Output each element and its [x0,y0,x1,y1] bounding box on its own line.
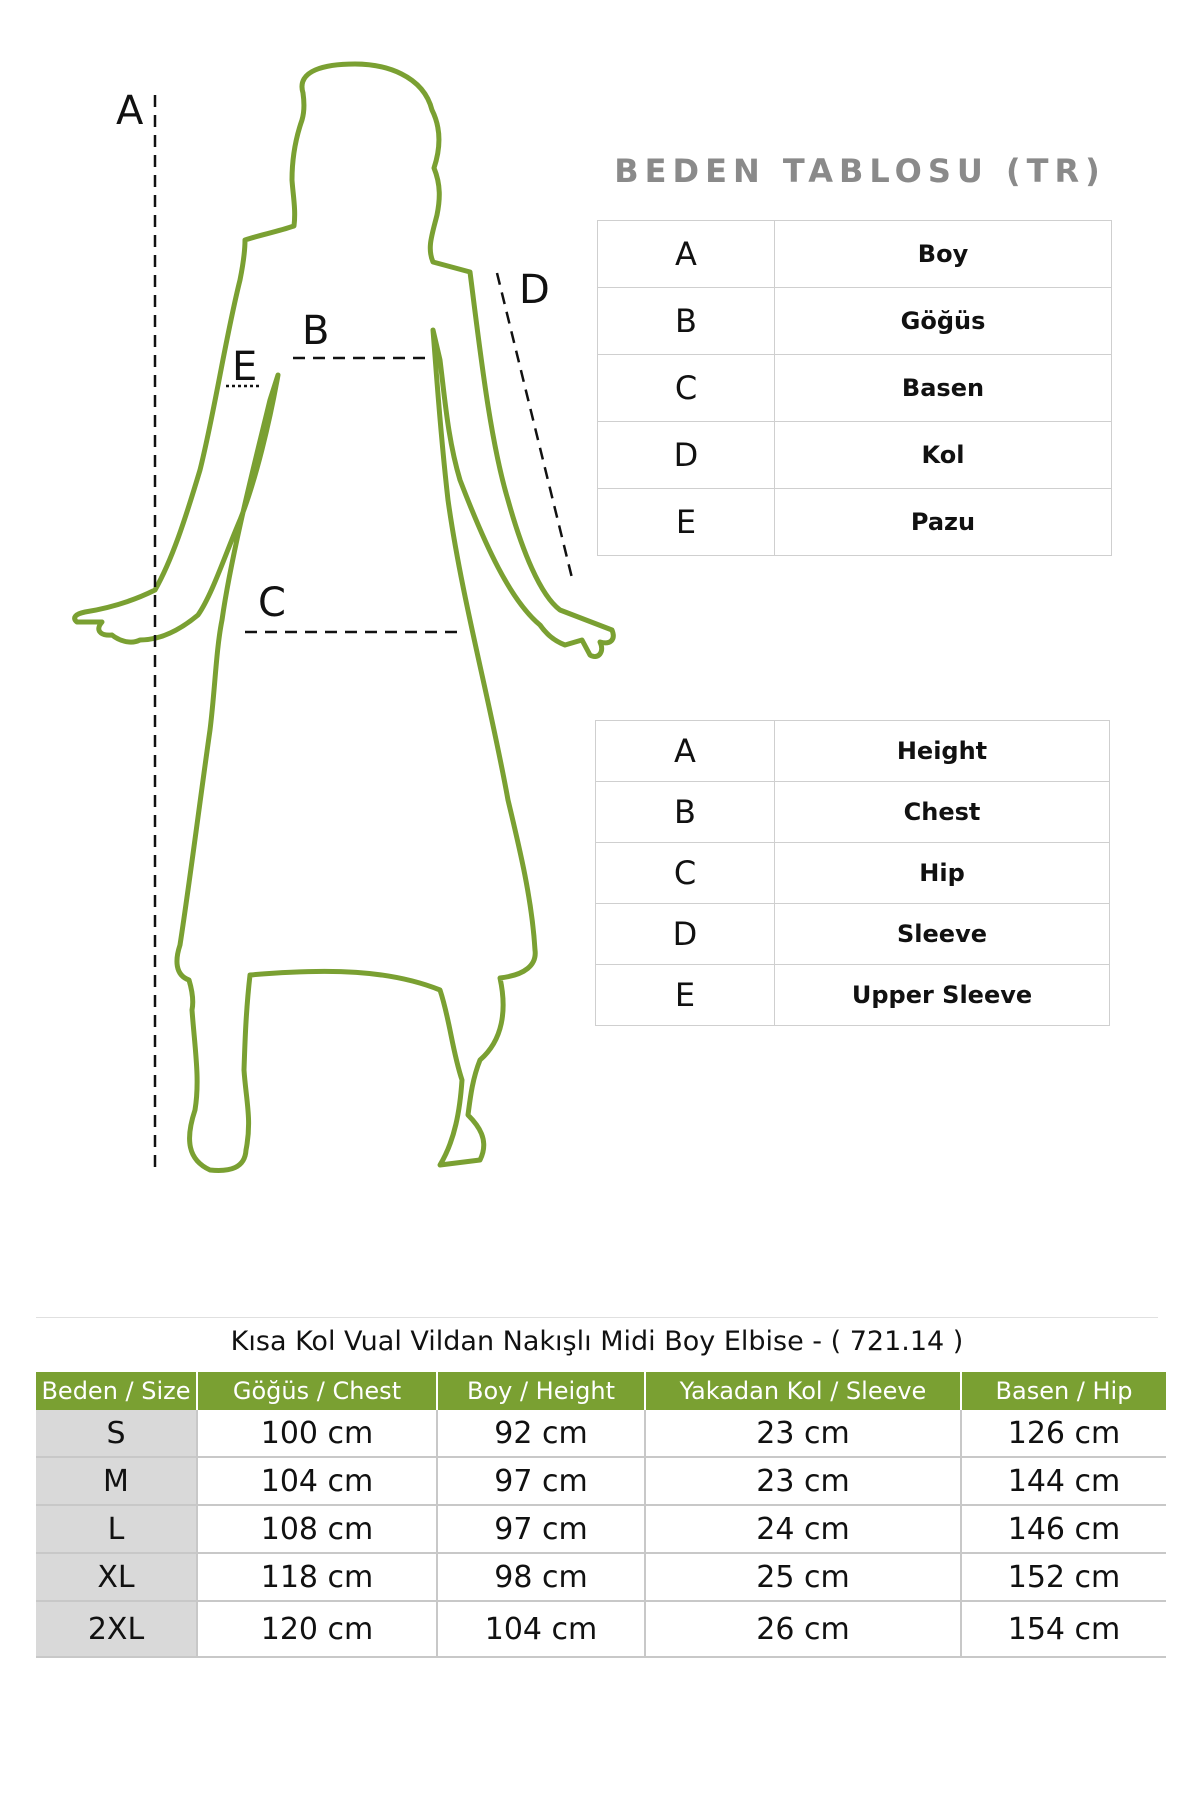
label-c: C [258,580,286,626]
tr-legend-row [598,355,1112,422]
tr-legend-row [598,221,1112,288]
legend-letter: B [598,288,775,355]
legend-word: Upper Sleeve [775,965,1110,1026]
size-cell: M [36,1457,197,1505]
height-cell: 97 cm [437,1505,645,1553]
tr-legend-row [598,422,1112,489]
height-cell: 92 cm [437,1410,645,1457]
tr-chart-title: BEDEN TABLOSU (TR) [614,152,1106,190]
chest-cell: 120 cm [197,1601,437,1657]
legend-letter: C [598,355,775,422]
hip-cell: 126 cm [961,1410,1166,1457]
chest-cell: 108 cm [197,1505,437,1553]
en-legend-row [596,843,1110,904]
size-table [36,1372,1166,1658]
chest-cell: 104 cm [197,1457,437,1505]
legend-letter: D [596,904,775,965]
title-divider [36,1317,1158,1318]
legend-word: Sleeve [775,904,1110,965]
height-cell: 97 cm [437,1457,645,1505]
legend-word: Height [775,721,1110,782]
en-legend-table [595,720,1110,1026]
en-legend-row [596,904,1110,965]
hip-cell: 144 cm [961,1457,1166,1505]
label-e: E [232,344,258,390]
hip-cell: 146 cm [961,1505,1166,1553]
header-height: Boy / Height [437,1372,645,1410]
size-cell: 2XL [36,1601,197,1657]
table-row [36,1553,1166,1601]
header-size: Beden / Size [36,1372,197,1410]
size-table-header-row [36,1372,1166,1410]
legend-word: Chest [775,782,1110,843]
size-cell: S [36,1410,197,1457]
chest-cell: 100 cm [197,1410,437,1457]
product-title: Kısa Kol Vual Vildan Nakışlı Midi Boy Elbise - ( 721.14 ) [230,1326,964,1357]
legend-word: Göğüs [775,288,1112,355]
label-d: D [519,267,550,313]
legend-word: Hip [775,843,1110,904]
legend-letter: E [598,489,775,556]
sleeve-cell: 26 cm [645,1601,961,1657]
tr-legend-row [598,489,1112,556]
legend-letter: C [596,843,775,904]
label-b: B [302,308,330,354]
measure-line-d [497,273,572,578]
legend-letter: A [598,221,775,288]
header-chest: Göğüs / Chest [197,1372,437,1410]
legend-letter: B [596,782,775,843]
tr-legend-table [597,220,1112,556]
table-row [36,1601,1166,1657]
table-row [36,1457,1166,1505]
table-row [36,1505,1166,1553]
sleeve-cell: 23 cm [645,1410,961,1457]
en-legend-row [596,782,1110,843]
table-row [36,1410,1166,1457]
sleeve-cell: 25 cm [645,1553,961,1601]
label-a: A [116,88,144,134]
legend-word: Pazu [775,489,1112,556]
chest-cell: 118 cm [197,1553,437,1601]
legend-letter: D [598,422,775,489]
sleeve-cell: 24 cm [645,1505,961,1553]
en-legend-row [596,721,1110,782]
en-legend-row [596,965,1110,1026]
legend-word: Boy [775,221,1112,288]
legend-word: Basen [775,355,1112,422]
legend-word: Kol [775,422,1112,489]
height-cell: 98 cm [437,1553,645,1601]
legend-letter: E [596,965,775,1026]
tr-legend-row [598,288,1112,355]
sleeve-cell: 23 cm [645,1457,961,1505]
hip-cell: 152 cm [961,1553,1166,1601]
legend-letter: A [596,721,775,782]
hip-cell: 154 cm [961,1601,1166,1657]
header-sleeve: Yakadan Kol / Sleeve [645,1372,961,1410]
size-cell: XL [36,1553,197,1601]
size-cell: L [36,1505,197,1553]
height-cell: 104 cm [437,1601,645,1657]
header-hip: Basen / Hip [961,1372,1166,1410]
